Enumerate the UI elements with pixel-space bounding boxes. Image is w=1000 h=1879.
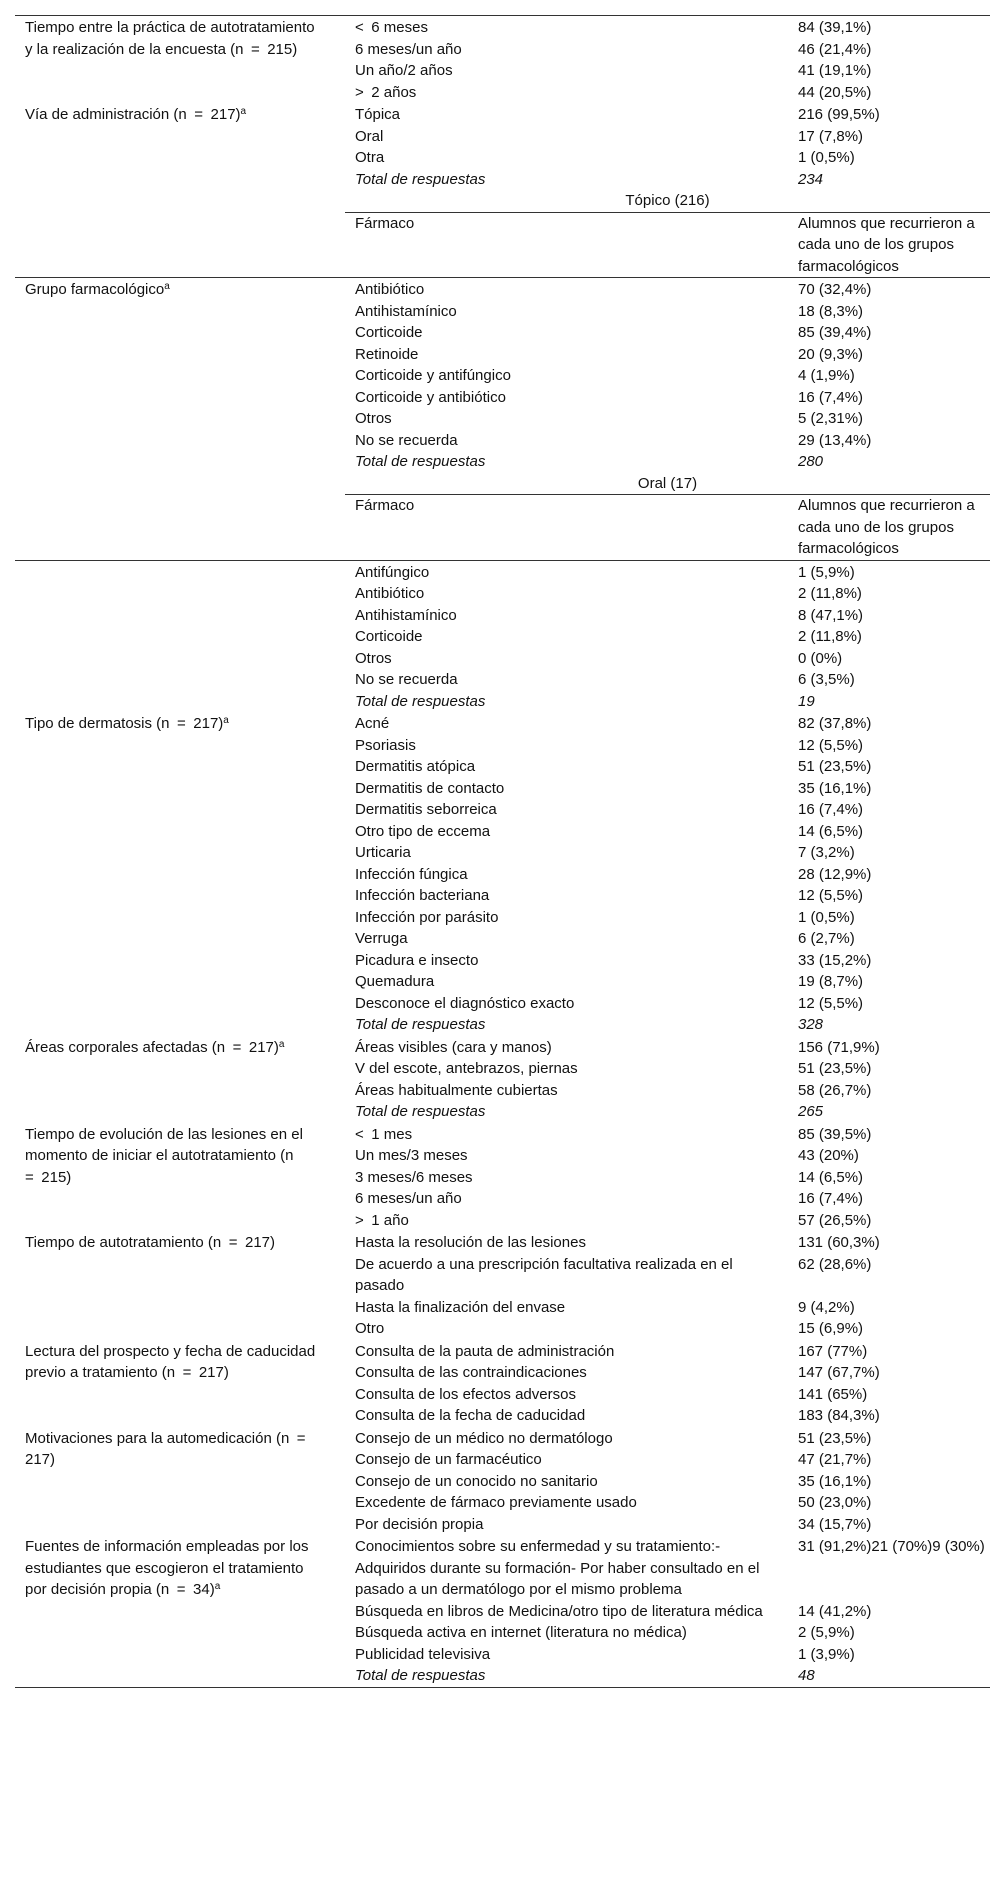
value-cell: 2 (11,8%) xyxy=(798,628,862,645)
table-row xyxy=(345,1471,990,1493)
category-cell: > 2 años xyxy=(355,83,417,101)
value-cell: 9 (4,2%) xyxy=(798,1298,855,1316)
category-cell: 3 meses/6 meses xyxy=(355,1168,473,1186)
variable-label-text: Vía de administración (n = 217) xyxy=(25,106,241,123)
category-cell: Consulta de la fecha de caducidad xyxy=(355,1407,586,1424)
category-cell: Por decisión propia xyxy=(355,1515,484,1533)
table-row xyxy=(345,1318,990,1340)
value-cell: 15 (6,9%) xyxy=(798,1320,864,1337)
table-row xyxy=(345,430,990,452)
total-label: Total de respuestas xyxy=(355,692,486,710)
category-cell: Publicidad televisiva xyxy=(355,1645,491,1663)
value-cell: 2 (11,8%) xyxy=(798,585,862,602)
table-row xyxy=(345,885,990,907)
value-cell: 167 (77%) xyxy=(798,1342,868,1360)
table-row xyxy=(345,971,990,993)
category-cell: Desconoce el diagnóstico exacto xyxy=(355,994,575,1012)
variable-label-text: Fuentes de información empleadas por los estudiantes que escogieron el tratamiento por decisión propia (n = 34) xyxy=(25,1538,309,1598)
variable-group xyxy=(15,1427,990,1536)
value-cell: 1 (3,9%) xyxy=(798,1645,855,1663)
value-cell: 12 (5,5%) xyxy=(798,736,864,754)
variable-label-text: Tiempo de evolución de las lesiones en el momento de iniciar el autotratamiento (n = 215) xyxy=(25,1125,303,1186)
category-cell: Antibiótico xyxy=(355,585,425,602)
table-row xyxy=(345,864,990,886)
value-cell: 29 (13,4%) xyxy=(798,431,872,449)
category-cell: Otros xyxy=(355,410,392,427)
variable-group xyxy=(15,1123,990,1232)
category-cell: Consejo de un conocido no sanitario xyxy=(355,1472,598,1490)
table-row xyxy=(345,713,990,735)
value-cell: 8 (47,1%) xyxy=(798,606,864,624)
table-row xyxy=(345,1536,990,1601)
subtable-title: Oral (17) xyxy=(637,474,698,492)
footnote-mark: a xyxy=(278,1038,285,1050)
category-cell: Antifúngico xyxy=(355,563,430,581)
category-cell: Corticoide y antibiótico xyxy=(355,388,506,406)
value-cell: 14 (6,5%) xyxy=(798,822,864,840)
table-row xyxy=(345,907,990,929)
table-row xyxy=(345,1492,990,1514)
category-cell: Búsqueda activa en internet (literatura no médica) xyxy=(355,1624,687,1641)
value-cell: 6 (2,7%) xyxy=(798,930,855,947)
category-cell: Consejo de un farmacéutico xyxy=(355,1451,542,1468)
table-row xyxy=(345,1384,990,1406)
group-rows xyxy=(345,17,990,103)
value-cell: 0 (0%) xyxy=(798,649,843,667)
variable-group xyxy=(15,16,990,103)
table-row xyxy=(345,17,990,39)
table-bottom-rule xyxy=(15,1687,990,1688)
variable-group xyxy=(15,1340,990,1427)
value-cell: 18 (8,3%) xyxy=(798,302,864,320)
table-row xyxy=(345,365,990,387)
value-cell: 14 (41,2%) xyxy=(798,1602,872,1620)
value-cell: 16 (7,4%) xyxy=(798,388,864,406)
table-row xyxy=(345,669,990,691)
category-cell: Conocimientos sobre su enfermedad y su tratamiento:- Adquiridos durante su formación- Por haber consultado en el pasado a un dermatólogo por el mismo problema xyxy=(355,1538,760,1598)
category-cell: Hasta la resolución de las lesiones xyxy=(355,1234,586,1251)
value-cell: 2 (5,9%) xyxy=(798,1624,855,1641)
table-row xyxy=(345,126,990,148)
header-cell-drug: Fármaco xyxy=(355,214,415,232)
table-row xyxy=(345,562,990,584)
category-cell: Un año/2 años xyxy=(355,62,453,79)
category-cell: Otro tipo de eccema xyxy=(355,822,491,840)
variable-label-text: Tipo de dermatosis (n = 217) xyxy=(25,715,224,732)
subtable-header-row xyxy=(15,213,990,278)
category-cell: No se recuerda xyxy=(355,431,458,449)
footnote-mark: a xyxy=(214,1581,221,1592)
value-cell: 16 (7,4%) xyxy=(798,801,864,818)
value-cell: 28 (12,9%) xyxy=(798,865,872,883)
value-cell: 4 (1,9%) xyxy=(798,367,855,384)
category-cell: Corticoide xyxy=(355,628,423,645)
category-cell: Infección bacteriana xyxy=(355,887,490,904)
variable-group xyxy=(15,278,990,473)
value-cell: 58 (26,7%) xyxy=(798,1081,872,1099)
table-row xyxy=(345,1145,990,1167)
total-label: Total de respuestas xyxy=(355,453,486,470)
value-cell: 84 (39,1%) xyxy=(798,19,872,36)
table-row xyxy=(345,60,990,82)
header-cell-students: Alumnos que recurrieron a cada uno de los grupos farmacológicos xyxy=(798,497,975,557)
variable-label-text: Grupo farmacológico xyxy=(25,281,165,298)
category-cell: Dermatitis seborreica xyxy=(355,801,497,818)
total-value: 19 xyxy=(798,692,815,710)
total-row xyxy=(345,169,990,191)
variable-label-text: Tiempo de autotratamiento (n = 217) xyxy=(25,1234,275,1251)
table-row xyxy=(345,82,990,104)
group-rows xyxy=(345,1037,990,1123)
value-cell: 183 (84,3%) xyxy=(798,1407,880,1424)
value-cell: 50 (23,0%) xyxy=(798,1494,872,1511)
table-row xyxy=(345,279,990,301)
value-cell: 12 (5,5%) xyxy=(798,994,864,1012)
table-row xyxy=(345,1167,990,1189)
category-cell: Otro xyxy=(355,1320,385,1337)
category-cell: Un mes/3 meses xyxy=(355,1147,468,1164)
total-row xyxy=(345,1665,990,1687)
value-cell: 47 (21,7%) xyxy=(798,1451,872,1468)
table-row xyxy=(345,1622,990,1644)
subtable-header-row xyxy=(15,495,990,560)
value-cell: 44 (20,5%) xyxy=(798,83,872,101)
category-cell: Antibiótico xyxy=(355,281,425,298)
value-cell: 70 (32,4%) xyxy=(798,281,872,298)
value-cell: 1 (0,5%) xyxy=(798,149,855,166)
table-row xyxy=(345,1297,990,1319)
table-row xyxy=(345,950,990,972)
value-cell: 46 (21,4%) xyxy=(798,40,872,58)
category-cell: Tópica xyxy=(355,106,401,123)
variable-label-text: Motivaciones para la automedicación (n = 217) xyxy=(25,1429,314,1468)
total-row xyxy=(345,1101,990,1123)
group-rows xyxy=(345,1124,990,1232)
group-rows xyxy=(345,1341,990,1427)
total-label: Total de respuestas xyxy=(355,1103,486,1120)
table-row xyxy=(345,1188,990,1210)
category-cell: Retinoide xyxy=(355,345,419,363)
variable-label xyxy=(15,1428,345,1471)
value-cell: 216 (99,5%) xyxy=(798,106,880,123)
table-row xyxy=(345,104,990,126)
table-row xyxy=(345,778,990,800)
category-cell: Oral xyxy=(355,127,384,145)
variable-label xyxy=(15,1037,345,1059)
header-cell-students: Alumnos que recurrieron a cada uno de los grupos farmacológicos xyxy=(798,214,975,275)
variable-label xyxy=(15,279,345,301)
value-cell: 147 (67,7%) xyxy=(798,1364,880,1381)
category-cell: Antihistamínico xyxy=(355,606,457,624)
table-row xyxy=(345,1514,990,1536)
value-cell: 14 (6,5%) xyxy=(798,1168,864,1186)
table-row xyxy=(345,1405,990,1427)
total-label: Total de respuestas xyxy=(355,170,486,188)
total-row xyxy=(345,451,990,473)
table-row xyxy=(345,756,990,778)
table-row xyxy=(345,1428,990,1450)
value-cell: 156 (71,9%) xyxy=(798,1038,880,1056)
total-label: Total de respuestas xyxy=(355,1667,486,1684)
variable-label xyxy=(15,1341,345,1384)
table-row xyxy=(345,1601,990,1623)
category-cell: > 1 año xyxy=(355,1211,409,1229)
table-row xyxy=(345,1058,990,1080)
total-row xyxy=(345,691,990,713)
variable-group xyxy=(15,103,990,190)
value-cell: 35 (16,1%) xyxy=(798,1472,872,1490)
category-cell: Infección fúngica xyxy=(355,865,468,883)
total-value: 265 xyxy=(798,1103,824,1120)
group-rows xyxy=(345,1536,990,1687)
total-label: Total de respuestas xyxy=(355,1016,486,1033)
value-cell: 1 (5,9%) xyxy=(798,563,855,581)
table-row xyxy=(345,605,990,627)
category-cell: Picadura e insecto xyxy=(355,951,479,969)
group-rows xyxy=(345,1428,990,1536)
category-cell: De acuerdo a una prescripción facultativa realizada en el pasado xyxy=(355,1255,733,1294)
variable-group xyxy=(15,1535,990,1687)
category-cell: Consulta de la pauta de administración xyxy=(355,1342,615,1360)
value-cell: 12 (5,5%) xyxy=(798,887,864,904)
value-cell: 16 (7,4%) xyxy=(798,1190,864,1207)
group-rows xyxy=(345,1232,990,1340)
value-cell: 51 (23,5%) xyxy=(798,758,872,775)
category-cell: Psoriasis xyxy=(355,736,416,754)
table-row xyxy=(345,799,990,821)
value-cell: 85 (39,5%) xyxy=(798,1125,872,1143)
table-row xyxy=(345,626,990,648)
category-cell: Consulta de las contraindicaciones xyxy=(355,1364,587,1381)
total-row xyxy=(345,1014,990,1036)
value-cell: 7 (3,2%) xyxy=(798,844,855,861)
table-row xyxy=(345,1644,990,1666)
table-row xyxy=(345,1124,990,1146)
category-cell: Corticoide y antifúngico xyxy=(355,367,511,384)
value-cell: 33 (15,2%) xyxy=(798,951,872,969)
group-rows xyxy=(345,279,990,473)
variable-label xyxy=(15,17,345,60)
category-cell: Acné xyxy=(355,715,390,732)
table-row xyxy=(345,1449,990,1471)
variable-label-text: Áreas corporales afectadas (n = 217) xyxy=(25,1038,279,1056)
table-row xyxy=(345,1254,990,1297)
category-cell: < 1 mes xyxy=(355,1125,413,1143)
variable-label-text: Lectura del prospecto y fecha de caducidad previo a tratamiento (n = 217) xyxy=(25,1342,316,1381)
table-row xyxy=(345,301,990,323)
category-cell: Dermatitis atópica xyxy=(355,758,476,775)
table-row xyxy=(345,39,990,61)
variable-group xyxy=(15,1036,990,1123)
value-cell: 20 (9,3%) xyxy=(798,345,864,363)
category-cell: Infección por parásito xyxy=(355,908,499,926)
category-cell: Excedente de fármaco previamente usado xyxy=(355,1494,637,1511)
results-table xyxy=(15,15,990,1688)
table-row xyxy=(345,408,990,430)
value-cell: 51 (23,5%) xyxy=(798,1429,872,1447)
category-cell: Consejo de un médico no dermatólogo xyxy=(355,1429,613,1447)
category-cell: Verruga xyxy=(355,930,408,947)
category-cell: Dermatitis de contacto xyxy=(355,779,505,797)
value-cell: 5 (2,31%) xyxy=(798,410,864,427)
category-cell: < 6 meses xyxy=(355,19,428,36)
group-rows xyxy=(345,104,990,190)
table-row xyxy=(345,842,990,864)
variable-label xyxy=(15,1124,345,1189)
table-row xyxy=(345,583,990,605)
value-cell: 131 (60,3%) xyxy=(798,1234,880,1251)
group-rows xyxy=(345,562,990,713)
variable-label xyxy=(15,104,345,126)
table-row xyxy=(345,1037,990,1059)
table-row xyxy=(345,993,990,1015)
value-cell: 17 (7,8%) xyxy=(798,127,864,145)
table-row xyxy=(345,322,990,344)
table-row xyxy=(345,344,990,366)
value-cell: 43 (20%) xyxy=(798,1147,859,1164)
footnote-mark: a xyxy=(223,715,229,726)
category-cell: Otros xyxy=(355,649,392,667)
category-cell: Áreas habitualmente cubiertas xyxy=(355,1081,558,1099)
variable-label xyxy=(15,1536,345,1601)
footnote-mark: a xyxy=(240,106,247,117)
value-cell: 141 (65%) xyxy=(798,1385,868,1403)
variable-label-text: Tiempo entre la práctica de autotratamiento y la realización de la encuesta (n = 215) xyxy=(25,19,315,58)
category-cell: Hasta la finalización del envase xyxy=(355,1298,566,1316)
value-cell: 62 (28,6%) xyxy=(798,1255,872,1273)
category-cell: V del escote, antebrazos, piernas xyxy=(355,1060,578,1077)
category-cell: Áreas visibles (cara y manos) xyxy=(355,1038,552,1056)
category-cell: Consulta de los efectos adversos xyxy=(355,1385,576,1403)
table-row xyxy=(345,1210,990,1232)
value-cell: 31 (91,2%)21 (70%)9 (30%) xyxy=(798,1538,985,1555)
value-cell: 82 (37,8%) xyxy=(798,715,872,732)
value-cell: 85 (39,4%) xyxy=(798,324,872,341)
variable-label xyxy=(15,1232,345,1254)
table-row xyxy=(345,821,990,843)
header-cell-drug: Fármaco xyxy=(355,497,415,514)
value-cell: 34 (15,7%) xyxy=(798,1515,872,1533)
value-cell: 6 (3,5%) xyxy=(798,671,855,688)
footnote-mark: a xyxy=(164,281,170,292)
table-row xyxy=(345,387,990,409)
category-cell: 6 meses/un año xyxy=(355,40,462,58)
table-row xyxy=(345,1341,990,1363)
total-value: 234 xyxy=(798,170,824,188)
value-cell: 35 (16,1%) xyxy=(798,779,872,797)
category-cell: Búsqueda en libros de Medicina/otro tipo de literatura médica xyxy=(355,1602,763,1620)
value-cell: 19 (8,7%) xyxy=(798,973,864,990)
value-cell: 1 (0,5%) xyxy=(798,908,855,926)
category-cell: Otra xyxy=(355,149,385,166)
value-cell: 41 (19,1%) xyxy=(798,62,872,79)
category-cell: Antihistamínico xyxy=(355,302,457,320)
variable-group xyxy=(15,1231,990,1340)
total-value: 48 xyxy=(798,1667,815,1684)
subtable-title: Tópico (216) xyxy=(625,192,710,209)
table-row xyxy=(345,735,990,757)
value-cell: 51 (23,5%) xyxy=(798,1060,872,1077)
table-row xyxy=(345,1080,990,1102)
category-cell: Quemadura xyxy=(355,973,435,990)
category-cell: 6 meses/un año xyxy=(355,1190,462,1207)
table-row xyxy=(345,1362,990,1384)
variable-label xyxy=(15,713,345,735)
total-value: 328 xyxy=(798,1016,824,1033)
group-rows xyxy=(345,713,990,1036)
table-row xyxy=(345,147,990,169)
value-cell: 57 (26,5%) xyxy=(798,1211,872,1229)
table-row xyxy=(345,928,990,950)
table-body xyxy=(15,16,990,1687)
total-value: 280 xyxy=(798,453,824,470)
category-cell: Corticoide xyxy=(355,324,423,341)
category-cell: Urticaria xyxy=(355,844,411,861)
category-cell: No se recuerda xyxy=(355,671,458,688)
table-row xyxy=(345,648,990,670)
variable-group xyxy=(15,561,990,713)
table-row xyxy=(345,1232,990,1254)
variable-group xyxy=(15,712,990,1036)
